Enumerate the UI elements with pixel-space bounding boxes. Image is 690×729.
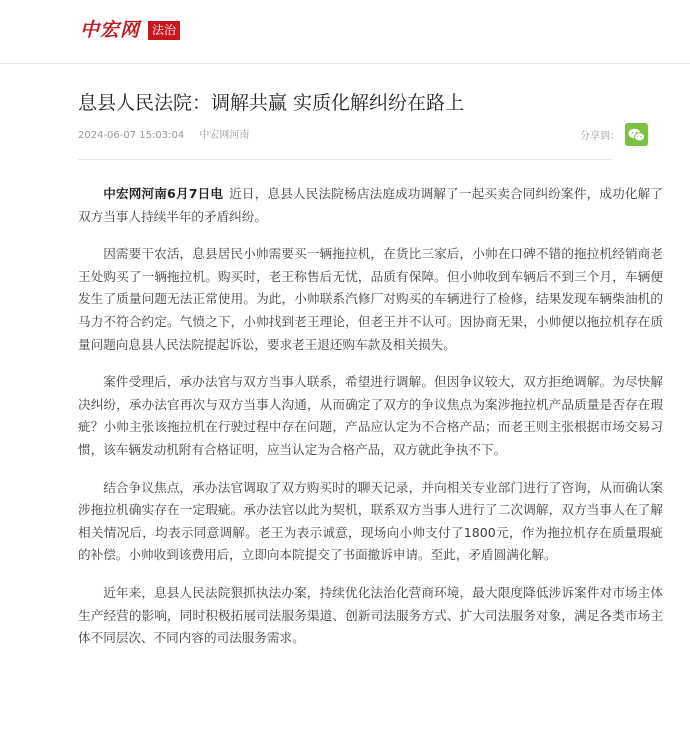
share-bar xyxy=(580,123,648,146)
publish-datetime: 2024-06-07 15:03:04 xyxy=(78,130,185,141)
site-header xyxy=(0,0,690,64)
article-paragraph: 结合争议焦点，承办法官调取了双方购买时的聊天记录，并向相关专业部门进行了咨询，从而确认案涉拖拉机确实存在一定瑕疵。承办法官以此为契机，联系双方当事人进行了二次调解，双方当事人在了解相关情况后，均表示同意调解。老王为表示诚意，现场向小帅支付了1800元，作为拖拉机存在质量瑕疵的补偿。小帅收到该费用后，立即向本院提交了书面撤诉申请。至此，矛盾圆满化解。 xyxy=(78,479,663,563)
wechat-glyph-icon xyxy=(628,128,645,142)
article-dateline: 中宏网河南6月7日电 xyxy=(103,186,224,201)
wechat-icon[interactable] xyxy=(625,123,648,146)
article-paragraph: 案件受理后，承办法官与双方当事人联系，希望进行调解。但因争议较大，双方拒绝调解。为尽快解决纠纷，承办法官再次与双方当事人沟通，从而确定了双方的争议焦点为案涉拖拉机产品质量是否存在瑕疵？小帅主张该拖拉机在行驶过程中存在问题，产品应认定为不合格产品；而老王则主张根据市场交易习惯，该车辆发动机附有合格证明，应当认定为合格产品，双方就此争执不下。 xyxy=(78,374,663,457)
article-meta xyxy=(78,126,249,141)
title-divider xyxy=(78,159,613,160)
share-label: 分享到： xyxy=(580,131,620,142)
article-body xyxy=(78,183,663,665)
section-tag[interactable]: 法治 xyxy=(148,21,180,40)
article-title: 息县人民法院：调解共赢 实质化解纠纷在路上 xyxy=(78,92,465,114)
article-paragraph: 近年来，息县人民法院狠抓执法办案，持续优化法治化营商环境，最大限度降低涉诉案件对市场主体生产经营的影响，同时积极拓展司法服务渠道、创新司法服务方式、扩大司法服务对象，满足各类市场主体不同层次、不同内容的司法服务需求。 xyxy=(78,584,663,646)
article-paragraph xyxy=(78,183,663,228)
article-source: 中宏网河南 xyxy=(199,130,250,141)
article-paragraph: 因需要干农活，息县居民小帅需要买一辆拖拉机，在货比三家后，小帅在口碑不错的拖拉机经销商老王处购买了一辆拖拉机。购买时，老王称售后无忧，品质有保障。但小帅收到车辆后不到三个月，车辆便发生了质量问题无法正常使用。为此，小帅联系汽修厂对购买的车辆进行了检修，结果发现车辆柴油机的马力不符合约定。气愤之下，小帅找到老王理论，但老王并不认可。因协商无果，小帅便以拖拉机存在质量问题向息县人民法院提起诉讼，要求老王退还购车款及相关损失。 xyxy=(78,246,663,352)
site-logo[interactable]: 中宏网 xyxy=(80,19,141,41)
paragraph-text: 近日，息县人民法院杨店法庭成功调解了一起买卖合同纠纷案件，成功化解了双方当事人持续半年的矛盾纠纷。 xyxy=(78,186,663,224)
